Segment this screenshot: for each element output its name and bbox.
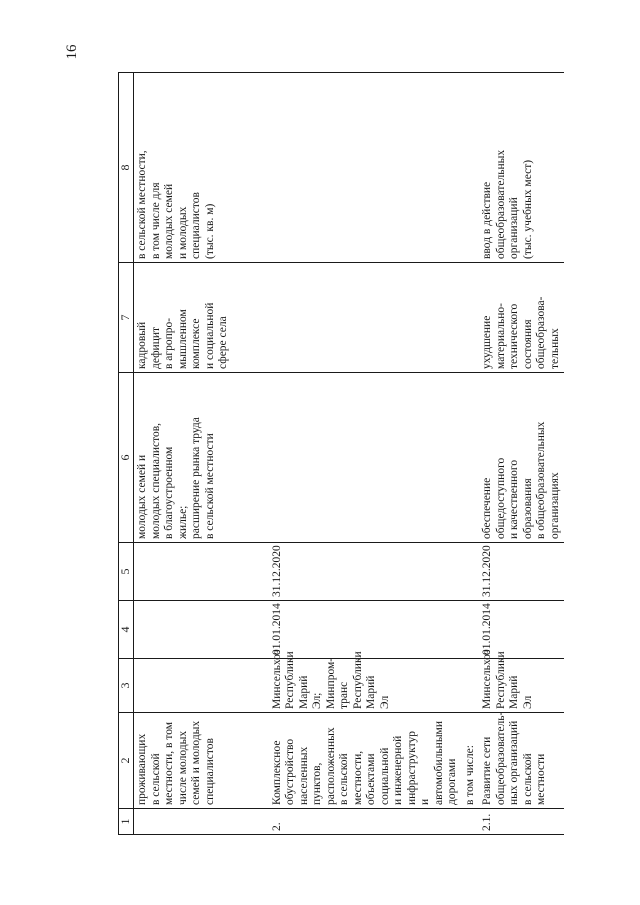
cell-measure: в том числе:	[462, 713, 480, 809]
cell-end-date	[134, 543, 233, 601]
cell-start-date	[134, 601, 233, 659]
cell-consequences	[462, 263, 480, 373]
cell-indicator: ввод в действие общеобразовательных организаций (тыс. учебных мест)	[479, 73, 564, 263]
cell-number	[134, 809, 233, 835]
cell-measure: проживающих в сельской местности, в том числе молодых семей и молодых специалистов	[134, 713, 233, 809]
table-row	[134, 73, 233, 835]
cell-expected-result: молодых семей и молодых специалистов, в благоустроенном жилье; расширение рынка труда в сельской местности	[134, 373, 233, 543]
cell-indicator	[462, 73, 480, 263]
cell-start-date: 01.01.2014	[269, 601, 462, 659]
cell-end-date: 31.12.2020	[479, 543, 564, 601]
table-row-spacer	[233, 73, 269, 835]
cell-number: 2.1.	[479, 809, 564, 835]
page-number: 16	[64, 44, 80, 60]
program-measures-table	[118, 72, 564, 835]
cell-end-date: 31.12.2020	[269, 543, 462, 601]
column-header-6: 6	[119, 373, 134, 543]
column-header-3: 3	[119, 659, 134, 713]
cell-responsible	[134, 659, 233, 713]
document-table-rotated	[118, 73, 640, 835]
cell-consequences: ухудшение материально- технического состояния общеобразова- тельных	[479, 263, 564, 373]
cell-number	[462, 809, 480, 835]
cell-responsible: Минсельхоз Республики Марий Эл	[479, 659, 564, 713]
cell-responsible	[462, 659, 480, 713]
cell-start-date	[462, 601, 480, 659]
cell-expected-result	[462, 373, 480, 543]
column-header-8: 8	[119, 73, 134, 263]
cell-expected-result	[269, 373, 462, 543]
table-row	[479, 73, 564, 835]
column-header-7: 7	[119, 263, 134, 373]
column-header-2: 2	[119, 713, 134, 809]
cell-indicator: в сельской местности, в том числе для молодых семей и молодых специалистов (тыс. кв. м)	[134, 73, 233, 263]
column-header-4: 4	[119, 601, 134, 659]
column-header-1: 1	[119, 809, 134, 835]
cell-end-date	[462, 543, 480, 601]
column-number-row	[119, 73, 134, 835]
cell-responsible: Минсельхоз Республики Марий Эл; Минпром- транс Республики Марий Эл	[269, 659, 462, 713]
cell-number: 2.	[269, 809, 462, 835]
cell-consequences	[269, 263, 462, 373]
table-row	[269, 73, 462, 835]
cell-measure: Комплексное обустройство населенных пунктов, расположенных в сельской местности, объектами социальной и инженерной инфраструктур и автомобильными дорогами	[269, 713, 462, 809]
column-header-5: 5	[119, 543, 134, 601]
cell-expected-result: обеспечение общедоступного и качественного образования в общеобразовательных организациях	[479, 373, 564, 543]
cell-start-date: 01.01.2014	[479, 601, 564, 659]
cell-consequences: кадровый дефицит в агропро- мышленном комплексе и социальной сфере села	[134, 263, 233, 373]
table-row	[462, 73, 480, 835]
cell-indicator	[269, 73, 462, 263]
cell-measure: Развитие сети общеобразователь- ных организаций в сельской местности	[479, 713, 564, 809]
